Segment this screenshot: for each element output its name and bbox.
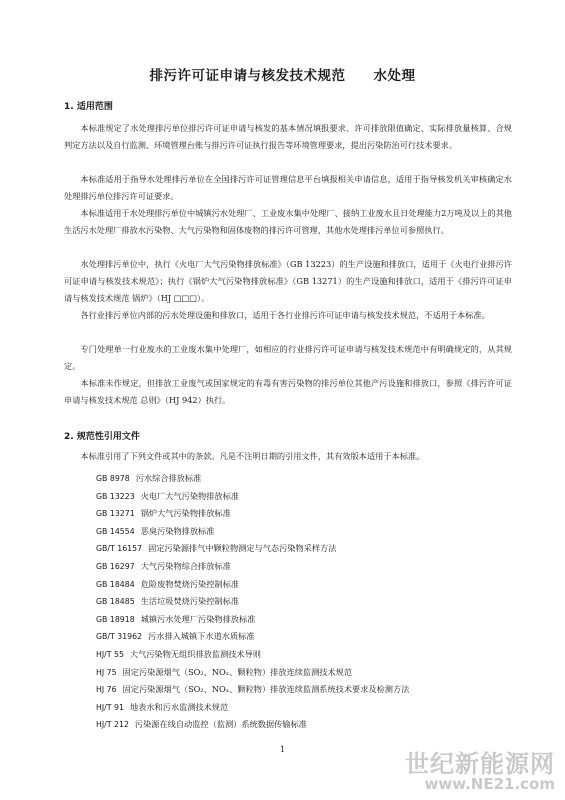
reference-item bbox=[96, 558, 409, 576]
reference-title: 大气污染物无组织排放监测技术导则 bbox=[129, 648, 261, 659]
reference-item bbox=[96, 540, 409, 558]
reference-list bbox=[96, 470, 409, 734]
watermark-url: www.NE21.com bbox=[424, 775, 555, 793]
reference-item bbox=[96, 628, 409, 646]
reference-item bbox=[96, 593, 409, 611]
reference-code: GB 13271 bbox=[96, 509, 135, 519]
scope-paragraph-1: 本标准规定了水处理排污单位排污许可证申请与核发的基本情况填报要求、许可排放限值确定、实际排放量核算、合规判定方法以及自行监测、环境管理台账与排污许可证执行报告等环境管理要求，提出污染防治可行技术要求。 bbox=[64, 123, 512, 150]
reference-code: HJ/T 91 bbox=[96, 702, 124, 712]
reference-title: 锅炉大气污染物排放标准 bbox=[140, 508, 231, 519]
reference-code: HJ/T 55 bbox=[96, 649, 124, 659]
reference-title: 污染源在线自动监控（监测）系统数据传输标准 bbox=[134, 719, 307, 730]
reference-item bbox=[96, 470, 409, 488]
references-intro: 本标准引用了下列文件或其中的条款。凡是不注明日期的引用文件，其有效版本适用于本标准。 bbox=[80, 451, 425, 461]
reference-code: GB 13223 bbox=[96, 491, 135, 501]
page-number: 1 bbox=[279, 745, 286, 754]
reference-code: HJ 76 bbox=[96, 685, 117, 695]
watermark-text: 世纪新能源网 bbox=[405, 750, 555, 778]
reference-code: GB/T 31962 bbox=[96, 632, 143, 642]
reference-code: GB 14554 bbox=[96, 526, 135, 536]
reference-item bbox=[96, 488, 409, 506]
reference-code: HJ 75 bbox=[96, 667, 117, 677]
scope-paragraph-2: 本标准适用于指导水处理排污单位在全国排污许可证管理信息平台填报相关申请信息，适用于指导核发机关审核确定水处理排污单位排污许可证要求。 bbox=[64, 174, 512, 201]
reference-title: 固定污染源烟气（SO₂、NOₓ、颗粒物）排放连续监测技术规范 bbox=[122, 666, 353, 677]
reference-title: 固定污染源排气中颗粒物测定与气态污染物采样方法 bbox=[148, 543, 337, 554]
reference-code: GB 16297 bbox=[96, 561, 135, 571]
scope-paragraph-7: 本标准未作规定，但排放工业废气或国家规定的有毒有害污染物的排污单位其他产污设施和排放口，参照《排污许可证申请与核发技术规范 总则》（HJ 942）执行。 bbox=[64, 378, 512, 405]
reference-code: GB 8978 bbox=[96, 474, 130, 483]
reference-item bbox=[96, 681, 409, 699]
reference-title: 生活垃圾焚烧污染控制标准 bbox=[140, 596, 239, 607]
reference-item bbox=[96, 505, 409, 523]
reference-item bbox=[96, 611, 409, 629]
reference-title: 污水综合排放标准 bbox=[135, 473, 202, 483]
reference-title: 污水排入城镇下水道水质标准 bbox=[148, 631, 255, 642]
scope-paragraph-3: 本标准适用于水处理排污单位中城镇污水处理厂、工业废水集中处理厂、接纳工业废水且日处理能力2万吨及以上的其他生活污水处理厂排放水污染物、大气污染物和固体废物的排污许可管理，其他水处理排污单位可参照执行。 bbox=[64, 208, 512, 235]
scope-paragraph-4: 水处理排污单位中，执行《火电厂大气污染物排放标准》（GB 13223）的生产设施和排放口，适用于《火电行业排污许可证申请与核发技术规范》；执行《锅炉大气污染物排放标准》（GB 13271）的生产设施和排放口，适用于《排污许可证申请与核发技术规范 锅炉》（HJ □□□）。 bbox=[64, 259, 512, 303]
watermark bbox=[405, 752, 555, 792]
reference-item bbox=[96, 646, 409, 664]
reference-title: 大气污染物综合排放标准 bbox=[140, 560, 231, 571]
reference-code: GB 18485 bbox=[96, 597, 135, 607]
reference-item bbox=[96, 523, 409, 541]
reference-code: GB 18484 bbox=[96, 579, 135, 589]
reference-code: GB 18918 bbox=[96, 614, 135, 624]
reference-title: 火电厂大气污染物排放标准 bbox=[140, 490, 239, 501]
reference-title: 固定污染源烟气（SO₂、NOₓ、颗粒物）排放连续监测系统技术要求及检测方法 bbox=[122, 684, 410, 695]
reference-item bbox=[96, 699, 409, 717]
section-1-heading: 1. 适用范围 bbox=[64, 102, 113, 112]
reference-title: 地表水和污水监测技术规范 bbox=[129, 701, 229, 712]
reference-title: 危险废物焚烧污染控制标准 bbox=[140, 578, 239, 589]
scope-paragraph-5: 各行业排污单位内部的污水处理设施和排放口，适用于各行业排污许可证申请与核发技术规范，不适用于本标准。 bbox=[80, 310, 490, 320]
scope-paragraph-6: 专门处理单一行业废水的工业废水集中处理厂，如相应的行业排污许可证申请与核发技术规范中有明确规定的，从其规定。 bbox=[64, 344, 512, 371]
page-title: 排污许可证申请与核发技术规范 水处理 bbox=[149, 68, 416, 84]
reference-item bbox=[96, 576, 409, 594]
reference-code: GB/T 16157 bbox=[96, 544, 143, 554]
reference-title: 恶臭污染物排放标准 bbox=[140, 525, 215, 536]
reference-code: HJ/T 212 bbox=[96, 720, 129, 730]
reference-title: 城镇污水处理厂污染物排放标准 bbox=[140, 613, 256, 624]
section-2-heading: 2. 规范性引用文件 bbox=[64, 432, 140, 442]
reference-item bbox=[96, 716, 409, 734]
reference-item bbox=[96, 664, 409, 682]
